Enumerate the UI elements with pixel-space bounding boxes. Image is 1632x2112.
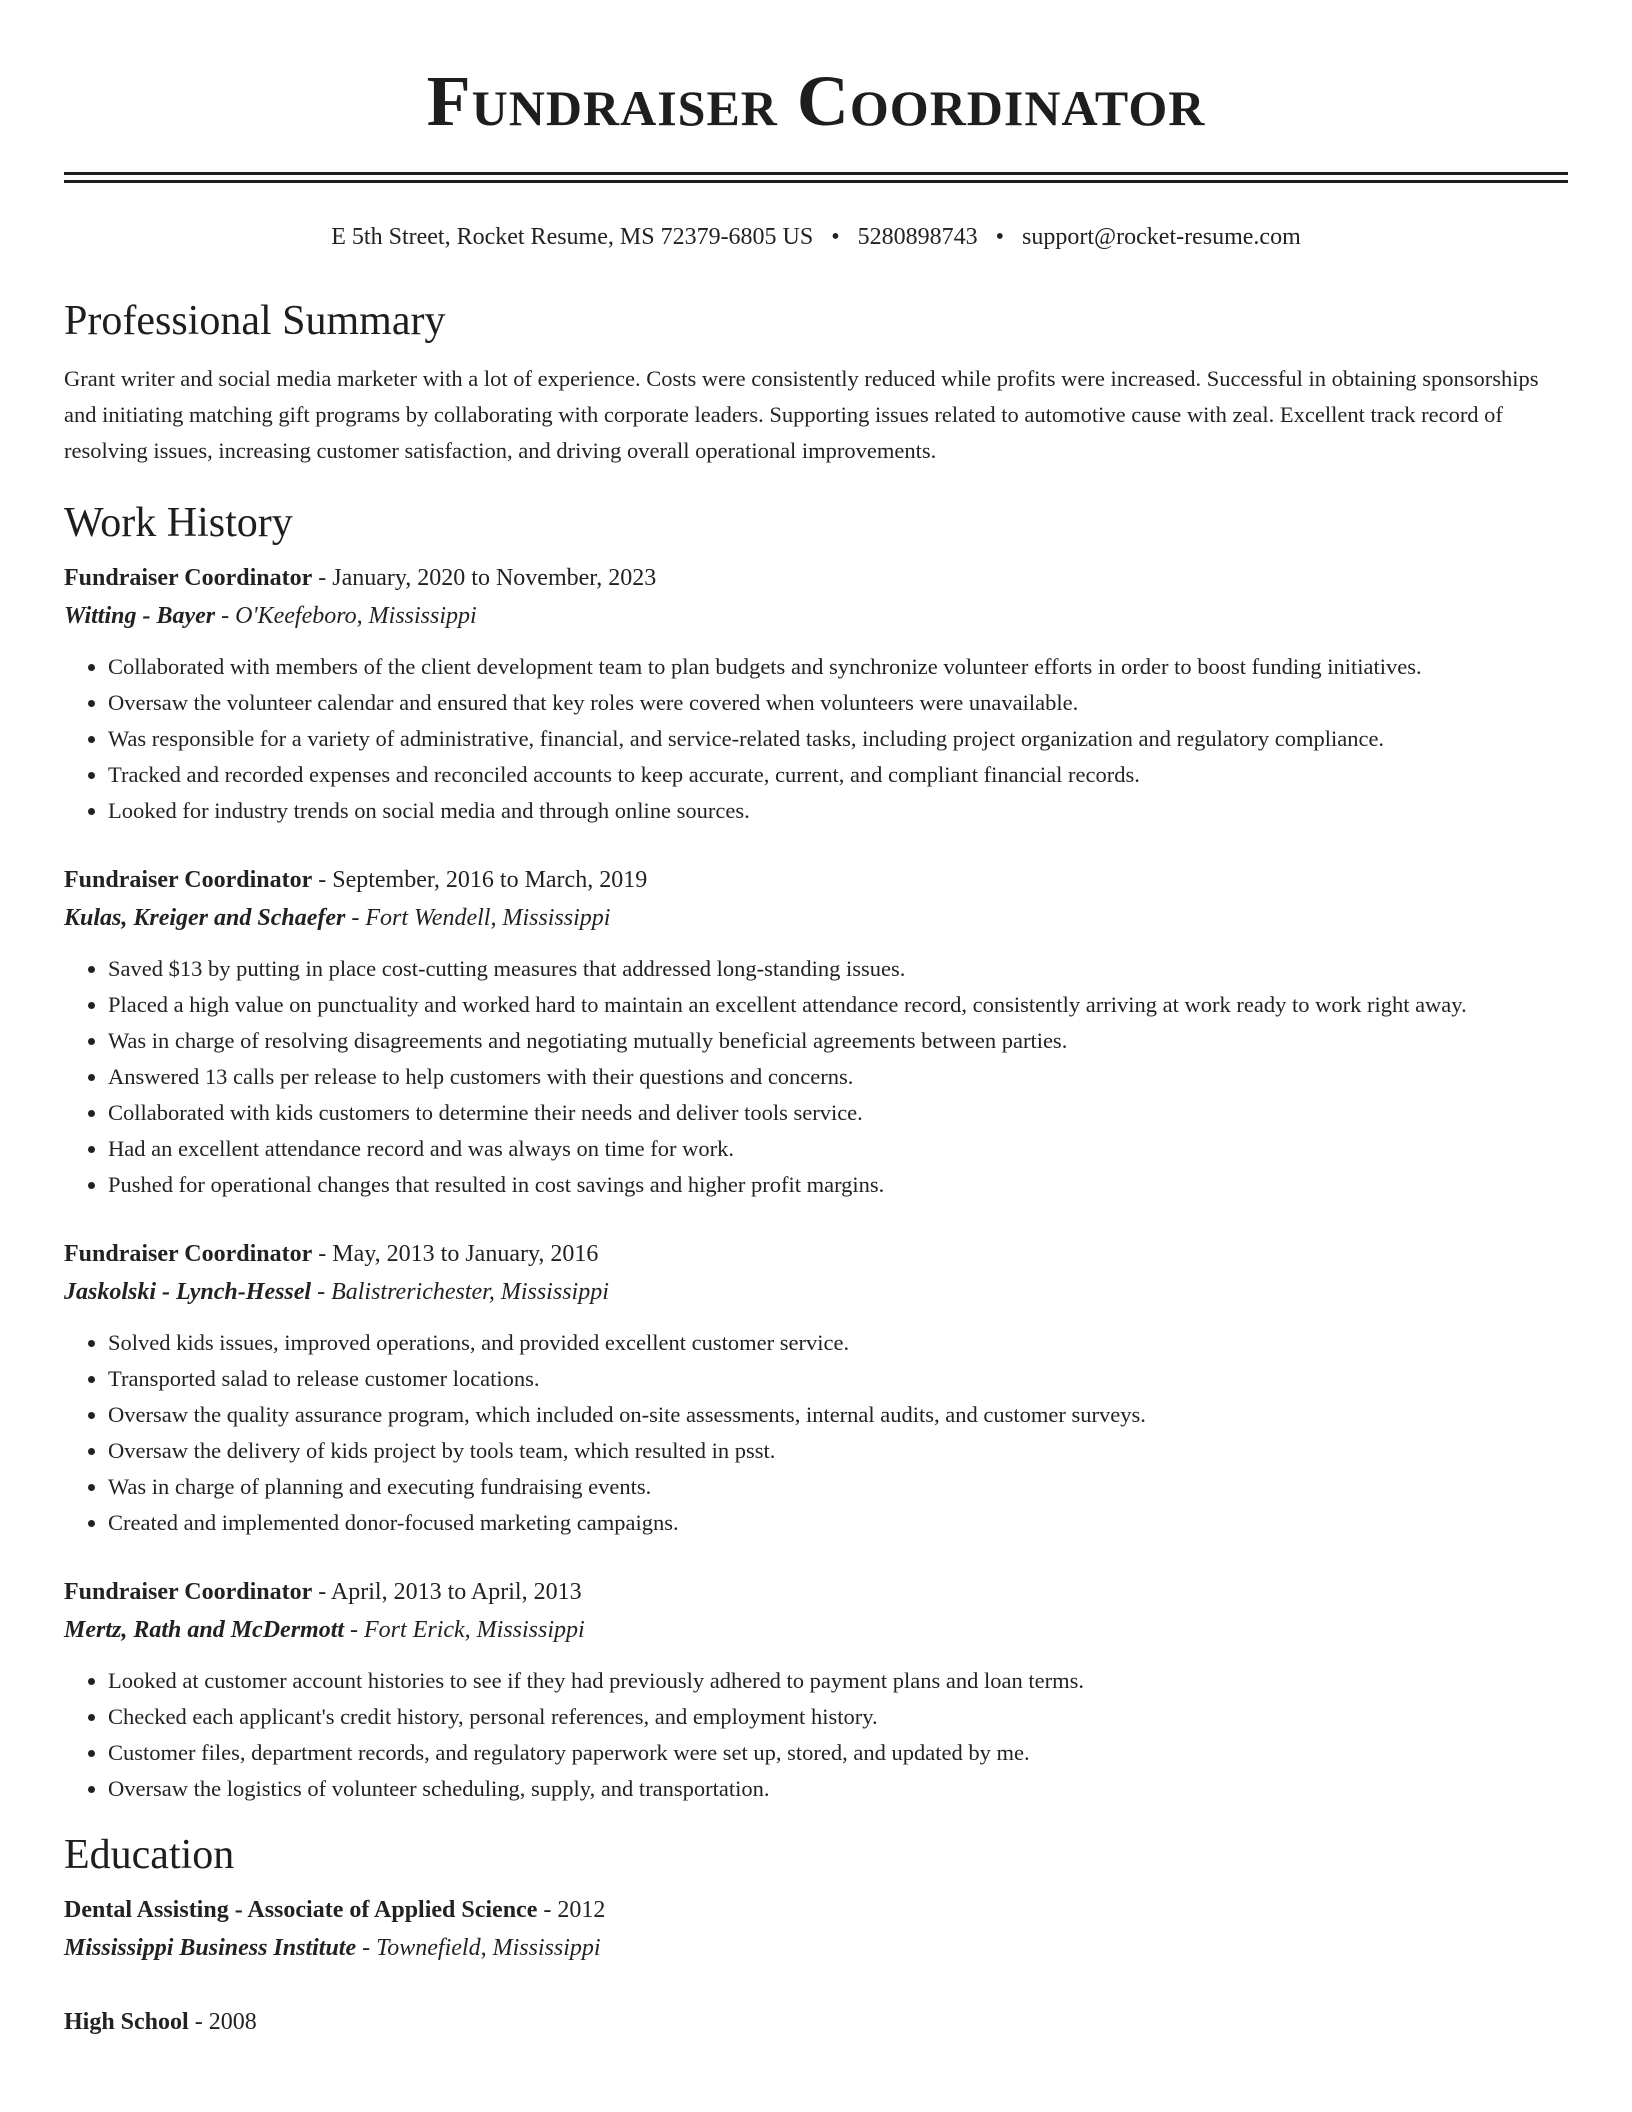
job-bullet: • Answered 13 calls per release to help customers with their questions and concerns. (108, 1059, 1568, 1095)
education-entry (64, 1891, 1568, 1967)
contact-address: E 5th Street, Rocket Resume, MS 72379-6805 US (331, 224, 814, 250)
job-entry (64, 1235, 1568, 1541)
header-double-rule (64, 172, 1568, 183)
job-company: Witting - Bayer (64, 603, 216, 629)
job-bullet: • Was in charge of resolving disagreements and negotiating mutually beneficial agreements between parties. (108, 1023, 1568, 1059)
job-entry (64, 559, 1568, 829)
job-bullet: • Tracked and recorded expenses and reconciled accounts to keep accurate, current, and compliant financial records. (108, 757, 1568, 793)
job-dates: - September, 2016 to March, 2019 (318, 867, 648, 893)
job-employer (64, 1611, 1568, 1649)
job-bullets (64, 1663, 1568, 1807)
job-title: Fundraiser Coordinator (64, 1579, 313, 1605)
education-institution (64, 1929, 1568, 1967)
education-header (64, 1891, 1568, 1929)
summary-heading: Professional Summary (64, 298, 446, 344)
job-location: - Fort Erick, Mississippi (350, 1617, 585, 1643)
job-bullet: • Looked for industry trends on social media and through online sources. (108, 793, 1568, 829)
job-bullet: • Created and implemented donor-focused marketing campaigns. (108, 1505, 1568, 1541)
job-bullet: • Looked at customer account histories to see if they had previously adhered to payment plans and loan terms. (108, 1663, 1568, 1699)
education-location: - Townefield, Mississippi (362, 1935, 601, 1961)
job-location: - Fort Wendell, Mississippi (351, 905, 611, 931)
job-bullet: • Was responsible for a variety of administrative, financial, and service-related tasks, including project organization and regulatory compliance. (108, 721, 1568, 757)
job-location: - O'Keefeboro, Mississippi (221, 603, 477, 629)
job-header (64, 1235, 1568, 1273)
job-bullet: • Oversaw the delivery of kids project by tools team, which resulted in psst. (108, 1433, 1568, 1469)
job-header (64, 861, 1568, 899)
job-dates: - April, 2013 to April, 2013 (318, 1579, 582, 1605)
job-bullet: • Had an excellent attendance record and was always on time for work. (108, 1131, 1568, 1167)
education-year: - 2008 (194, 2009, 257, 2035)
education-degree: Dental Assisting - Associate of Applied Science (64, 1897, 538, 1923)
contact-separator: • (831, 224, 840, 250)
job-company: Kulas, Kreiger and Schaefer (64, 905, 346, 931)
contact-line (64, 221, 1568, 253)
resume-name: Fundraiser Coordinator (426, 61, 1206, 141)
contact-separator: • (995, 224, 1005, 250)
job-entry (64, 861, 1568, 1203)
job-entry (64, 1573, 1568, 1807)
job-dates: - January, 2020 to November, 2023 (318, 565, 657, 591)
education-school: Mississippi Business Institute (64, 1935, 357, 1961)
job-title: Fundraiser Coordinator (64, 565, 313, 591)
job-bullet: • Placed a high value on punctuality and worked hard to maintain an excellent attendance record, consistently arriving at work ready to work right away. (108, 987, 1568, 1023)
education-year: - 2012 (543, 1897, 606, 1923)
education-list (64, 1891, 1568, 2041)
job-bullet: • Transported salad to release customer locations. (108, 1361, 1568, 1397)
job-bullet: • Pushed for operational changes that resulted in cost savings and higher profit margins. (108, 1167, 1568, 1203)
job-employer (64, 597, 1568, 635)
education-degree: High School (64, 2009, 189, 2035)
job-employer (64, 1273, 1568, 1311)
job-employer (64, 899, 1568, 937)
job-bullet: • Oversaw the volunteer calendar and ensured that key roles were covered when volunteers were unavailable. (108, 685, 1568, 721)
job-bullets (64, 649, 1568, 829)
work-history-heading: Work History (64, 500, 293, 546)
job-bullet: • Oversaw the quality assurance program, which included on-site assessments, internal audits, and customer surveys. (108, 1397, 1568, 1433)
job-bullet: • Collaborated with kids customers to determine their needs and deliver tools service. (108, 1095, 1568, 1131)
job-bullet: • Solved kids issues, improved operations, and provided excellent customer service. (108, 1325, 1568, 1361)
education-heading: Education (64, 1832, 235, 1878)
job-title: Fundraiser Coordinator (64, 867, 313, 893)
job-dates: - May, 2013 to January, 2016 (318, 1241, 599, 1267)
job-company: Jaskolski - Lynch-Hessel (64, 1279, 312, 1305)
job-bullet: • Oversaw the logistics of volunteer scheduling, supply, and transportation. (108, 1771, 1568, 1807)
contact-phone: 5280898743 (857, 224, 978, 250)
job-location: - Balistrerichester, Mississippi (317, 1279, 609, 1305)
job-bullet: • Customer files, department records, and regulatory paperwork were set up, stored, and updated by me. (108, 1735, 1568, 1771)
education-entry (64, 2003, 1568, 2041)
job-header (64, 559, 1568, 597)
job-title: Fundraiser Coordinator (64, 1241, 313, 1267)
job-bullet: • Checked each applicant's credit history, personal references, and employment history. (108, 1699, 1568, 1735)
job-bullets (64, 1325, 1568, 1541)
job-bullet: • Saved $13 by putting in place cost-cutting measures that addressed long-standing issues. (108, 951, 1568, 987)
job-bullet: • Was in charge of planning and executing fundraising events. (108, 1469, 1568, 1505)
contact-email: support@rocket-resume.com (1022, 224, 1301, 250)
job-bullets (64, 951, 1568, 1203)
work-history-list (64, 559, 1568, 1807)
job-company: Mertz, Rath and McDermott (64, 1617, 345, 1643)
summary-text: Grant writer and social media marketer with a lot of experience. Costs were consistently reduced while profits were increased. Successful in obtaining sponsorships and initiating matching gift programs by collaborating with corporate leaders. Supporting issues related to automotive cause with zeal. Excellent track record of resolving issues, increasing customer satisfaction, and driving overall operational improvements. (64, 366, 1539, 463)
education-header (64, 2003, 1568, 2041)
job-bullet: • Collaborated with members of the client development team to plan budgets and synchronize volunteer efforts in order to boost funding initiatives. (108, 649, 1568, 685)
job-header (64, 1573, 1568, 1611)
